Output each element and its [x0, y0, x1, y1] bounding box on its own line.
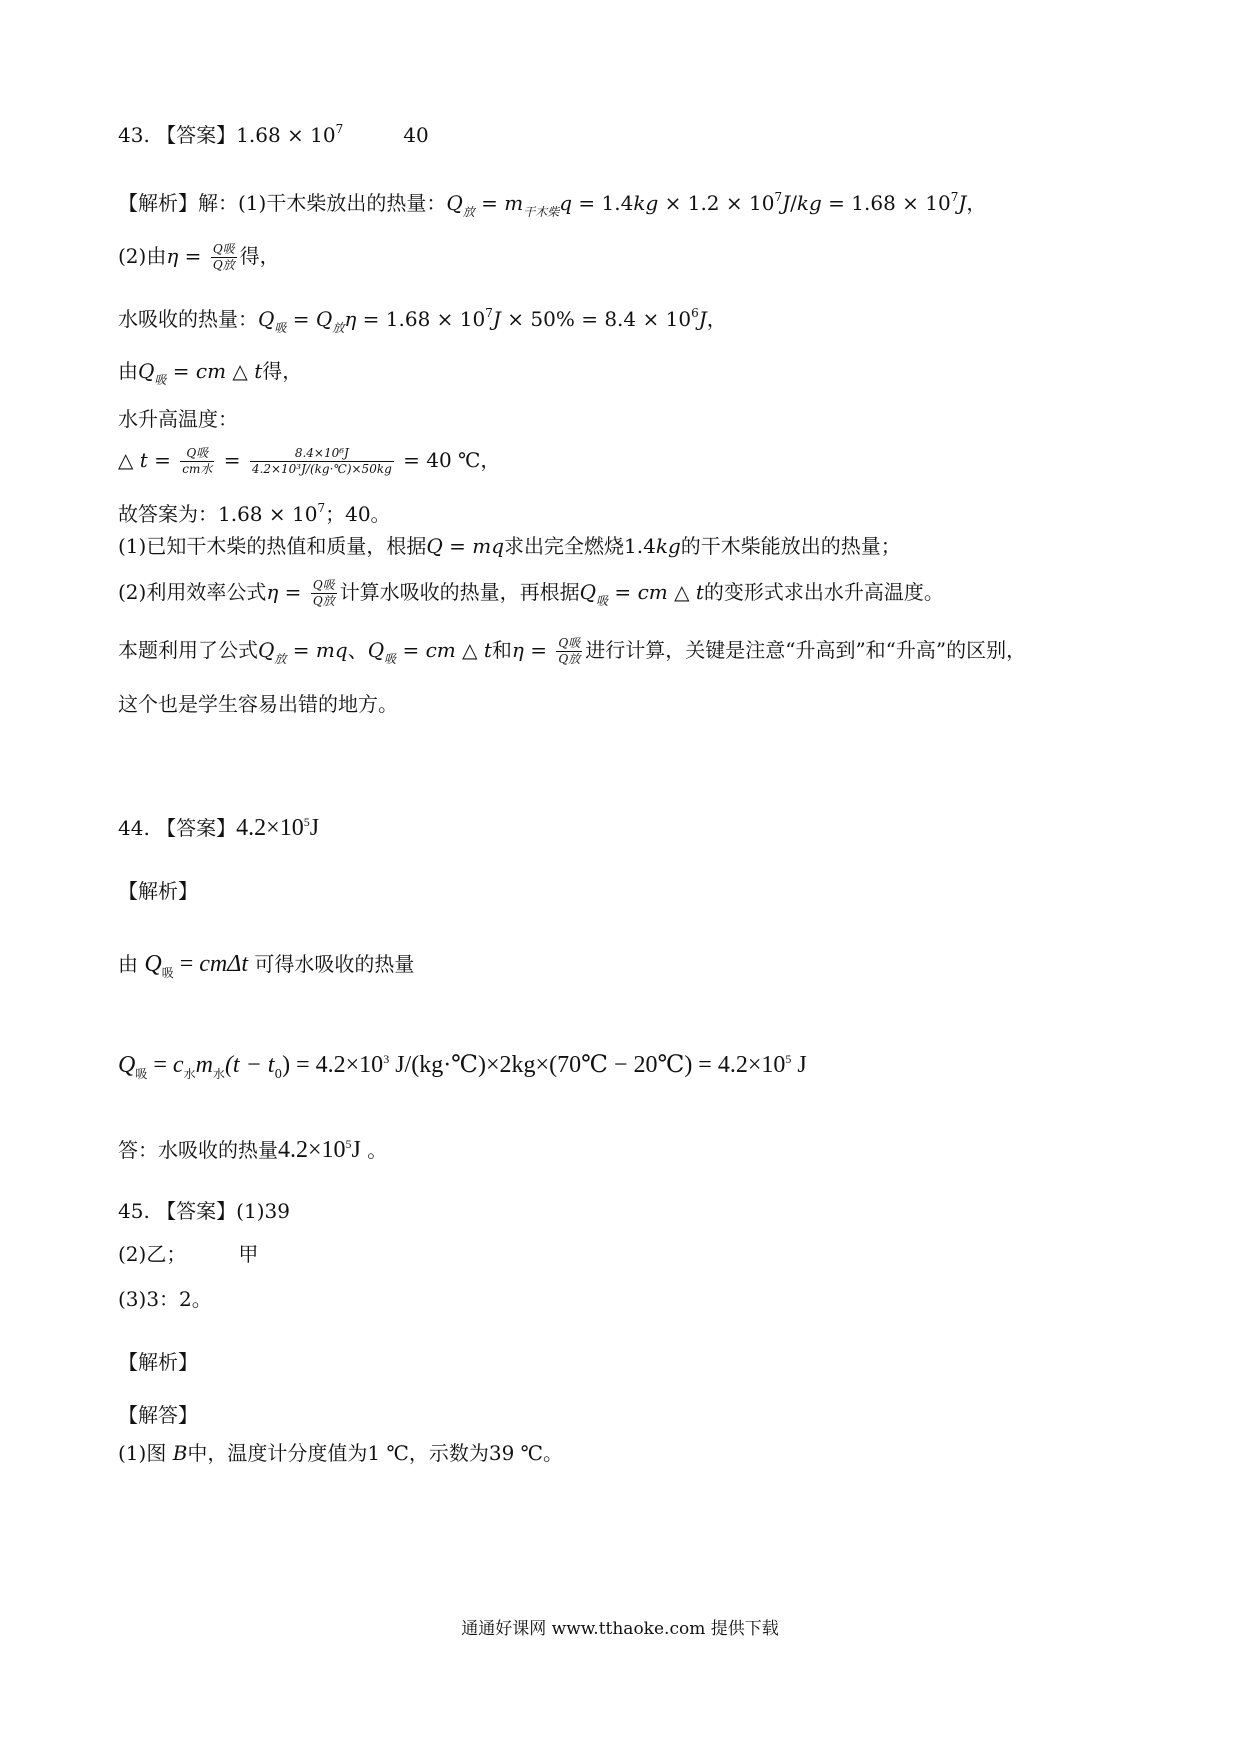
q44-answer-line: 44. 【答案】$4.2\times 10^5J$	[118, 815, 320, 841]
q43-answer-line: 43. 【答案】$1.68 \times 10^7$ 40	[118, 122, 429, 147]
q43-analysis-line7: 故答案为：$1.68 \times 10^7$；40。	[118, 501, 391, 526]
q45-answer-line1: 45. 【答案】(1)39	[118, 1199, 290, 1223]
q43-analysis-line11: 这个也是学生容易出错的地方。	[118, 692, 398, 716]
q43-analysis-line4: 由$Q_吸$ = cm △ t得，	[118, 359, 303, 387]
q45-solution-label: 【解答】	[118, 1403, 198, 1427]
q43-analysis-line3: 水吸收的热量：$Q_吸 = Q_放\eta = 1.68 \times 10^7J \times 50\% = 8.4 \times 10^6J$，	[118, 306, 727, 335]
q43-heading: 43. 【答案】	[118, 123, 237, 147]
q45-heading: 45. 【答案】	[118, 1199, 237, 1223]
q45-analysis-label: 【解析】	[118, 1350, 198, 1374]
q45-answer-line2: (2)乙； 甲	[118, 1242, 259, 1266]
q44-analysis-line1: 由 $Q_吸 = cm\Delta t$ 可得水吸收的热量	[118, 951, 415, 980]
q43-analysis-line8: (1)已知干木柴的热值和质量，根据Q = mq求出完全燃烧1.4kg的干木柴能放出的热量；	[118, 534, 901, 558]
efficiency-fraction-2: $\frac{\text{Q吸}}{\text{Q放}}$	[312, 578, 335, 608]
temperature-fraction-1: $\frac{\text{Q吸}}{\text{cm水}}$	[182, 446, 213, 476]
efficiency-fraction: $\frac{\text{Q吸}}{\text{Q放}}$	[212, 242, 235, 272]
q45-answer-line3: (3)3：2。	[118, 1287, 212, 1311]
temperature-fraction-2: $\frac{\text{8.4×10⁶J}}{\text{4.2×10³J/(kg·℃)×50kg}}$	[251, 446, 392, 476]
q43-analysis-line5: 水升高温度：	[118, 407, 238, 431]
q43-analysis-line6: △ t = $\frac{\text{Q吸}}{\text{cm水}}$ = $\frac{\text{8.4×10⁶J}}{\text{4.2×10³J/(kg·℃)×50kg}}$ = 40 ℃，	[118, 446, 501, 476]
q45-solution-line1: (1)图 B中，温度计分度值为1 ℃，示数为39 ℃。	[118, 1441, 564, 1465]
q44-analysis-line2: $Q_吸 = c_水m_水(t - t_0) = 4.2\times 10^3$ J/(kg·℃)×2kg×(70℃ − 20℃) = $4.2\times 10^5$ J	[118, 1052, 807, 1081]
q43-analysis-line2: (2)由η = $\frac{\text{Q吸}}{\text{Q放}}$ 得，	[118, 242, 280, 272]
q43-analysis-line9: (2)利用效率公式η = $\frac{\text{Q吸}}{\text{Q放}}$ 计算水吸收的热量，再根据$Q_吸$ = cm △ t的变形式求出水升高温度。	[118, 578, 944, 608]
efficiency-fraction-3: $\frac{\text{Q吸}}{\text{Q放}}$	[558, 636, 581, 666]
q43-analysis-label: 【解析】解：	[118, 191, 238, 215]
q44-analysis-label: 【解析】	[118, 879, 198, 903]
q43-analysis-line1: 【解析】解：(1)干木柴放出的热量：$Q_放 = m_{干木柴}q = 1.4kg \times 1.2 \times 10^7J/kg = 1.68 \times 10^7J$，	[118, 190, 987, 219]
page-footer: 通通好课网 www.tthaoke.com 提供下载	[461, 1619, 779, 1639]
q44-answer-conclusion: 答：水吸收的热量$4.2\times 10^5J$ 。	[118, 1137, 388, 1163]
q44-heading: 44. 【答案】	[118, 816, 237, 840]
q43-analysis-line10: 本题利用了公式$Q_放$ = mq、$Q_吸$ = cm △ t和η = $\frac{\text{Q吸}}{\text{Q放}}$ 进行计算，关键是注意“升高到”和“升高”的区别，	[118, 636, 1027, 666]
